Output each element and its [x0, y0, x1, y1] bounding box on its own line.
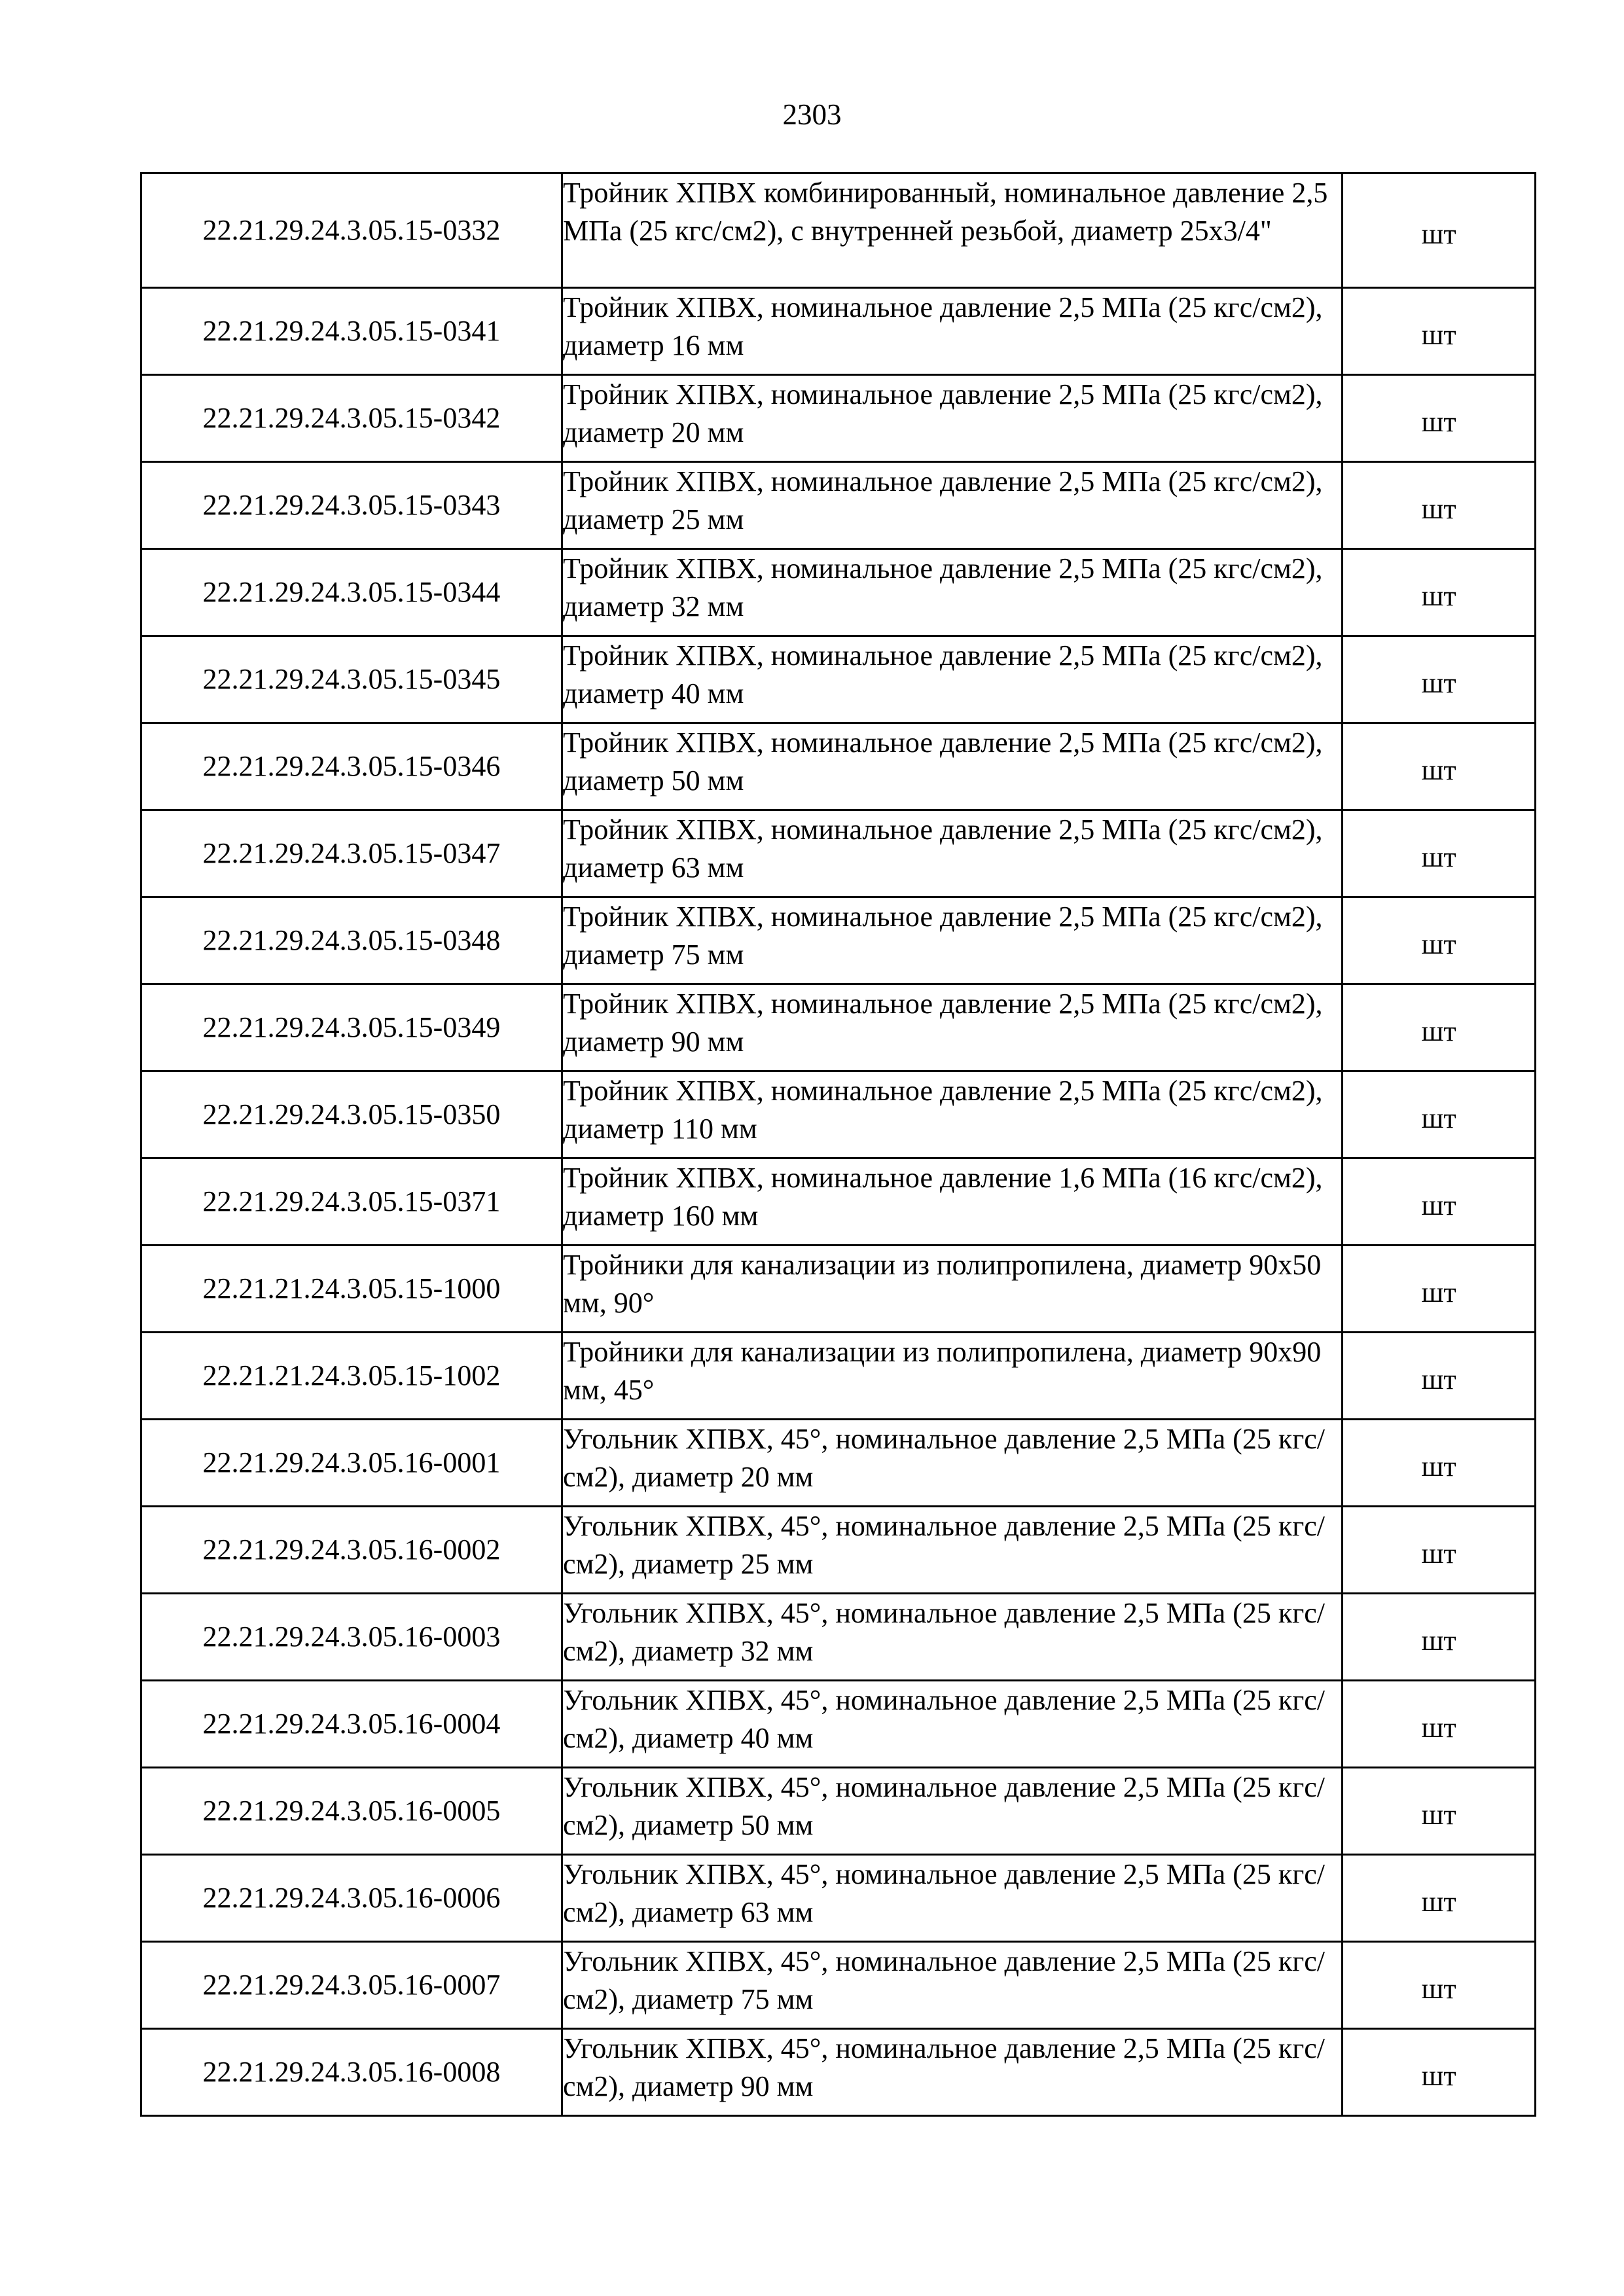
table-row [141, 1420, 1536, 1507]
materials-table [140, 172, 1536, 2117]
unit-label: шт [1421, 1363, 1456, 1395]
unit-label: шт [1421, 1973, 1456, 2005]
unit-cell [1343, 375, 1536, 462]
item-code-cell: 22.21.29.24.3.05.15-0347 [141, 810, 562, 897]
unit-label: шт [1421, 218, 1456, 250]
item-description-cell: Тройник ХПВХ, номинальное давление 2,5 МПа (25 кгс/см2), диаметр 63 мм [562, 810, 1343, 897]
item-code-cell: 22.21.29.24.3.05.15-0344 [141, 549, 562, 636]
item-code-cell: 22.21.29.24.3.05.16-0006 [141, 1855, 562, 1942]
item-description-cell: Угольник ХПВХ, 45°, номинальное давление 2,5 МПа (25 кгс/см2), диаметр 75 мм [562, 1942, 1343, 2029]
table-row [141, 1681, 1536, 1768]
unit-label: шт [1421, 754, 1456, 786]
item-description-cell: Угольник ХПВХ, 45°, номинальное давление 2,5 МПа (25 кгс/см2), диаметр 40 мм [562, 1681, 1343, 1768]
unit-cell [1343, 1942, 1536, 2029]
unit-label: шт [1421, 1537, 1456, 1570]
item-description-cell: Угольник ХПВХ, 45°, номинальное давление 2,5 МПа (25 кгс/см2), диаметр 63 мм [562, 1855, 1343, 1942]
unit-label: шт [1421, 1102, 1456, 1134]
table-row [141, 1768, 1536, 1855]
unit-label: шт [1421, 1015, 1456, 1047]
unit-label: шт [1421, 2060, 1456, 2092]
item-code-cell: 22.21.29.24.3.05.15-0350 [141, 1071, 562, 1158]
item-description-cell: Угольник ХПВХ, 45°, номинальное давление 2,5 МПа (25 кгс/см2), диаметр 90 мм [562, 2029, 1343, 2116]
item-code-cell: 22.21.29.24.3.05.16-0008 [141, 2029, 562, 2116]
unit-label: шт [1421, 1189, 1456, 1221]
item-code-cell: 22.21.29.24.3.05.15-0345 [141, 636, 562, 723]
item-description-cell: Угольник ХПВХ, 45°, номинальное давление 2,5 МПа (25 кгс/см2), диаметр 25 мм [562, 1507, 1343, 1594]
table-row [141, 288, 1536, 375]
unit-cell [1343, 2029, 1536, 2116]
item-description-cell: Тройники для канализации из полипропилена, диаметр 90x90 мм, 45° [562, 1333, 1343, 1420]
table-row [141, 2029, 1536, 2116]
item-description-cell: Угольник ХПВХ, 45°, номинальное давление 2,5 МПа (25 кгс/см2), диаметр 20 мм [562, 1420, 1343, 1507]
item-code-cell: 22.21.29.24.3.05.16-0001 [141, 1420, 562, 1507]
item-code-cell: 22.21.29.24.3.05.15-0343 [141, 462, 562, 549]
unit-cell [1343, 897, 1536, 984]
unit-cell [1343, 1681, 1536, 1768]
item-description-cell: Тройник ХПВХ, номинальное давление 2,5 МПа (25 кгс/см2), диаметр 40 мм [562, 636, 1343, 723]
unit-cell [1343, 173, 1536, 288]
table-row [141, 1594, 1536, 1681]
table-row [141, 636, 1536, 723]
unit-cell [1343, 723, 1536, 810]
item-description-cell: Угольник ХПВХ, 45°, номинальное давление 2,5 МПа (25 кгс/см2), диаметр 32 мм [562, 1594, 1343, 1681]
unit-cell [1343, 1158, 1536, 1246]
item-code-cell: 22.21.29.24.3.05.15-0371 [141, 1158, 562, 1246]
unit-cell [1343, 1768, 1536, 1855]
unit-cell [1343, 984, 1536, 1071]
table-row [141, 1942, 1536, 2029]
table-row [141, 984, 1536, 1071]
unit-cell [1343, 1507, 1536, 1594]
table-row [141, 810, 1536, 897]
item-description-cell: Тройник ХПВХ, номинальное давление 2,5 МПа (25 кгс/см2), диаметр 110 мм [562, 1071, 1343, 1158]
item-description-cell: Угольник ХПВХ, 45°, номинальное давление 2,5 МПа (25 кгс/см2), диаметр 50 мм [562, 1768, 1343, 1855]
unit-label: шт [1421, 406, 1456, 438]
item-code-cell: 22.21.21.24.3.05.15-1002 [141, 1333, 562, 1420]
item-code-cell: 22.21.29.24.3.05.15-0332 [141, 173, 562, 288]
unit-label: шт [1421, 1450, 1456, 1482]
table-row [141, 549, 1536, 636]
unit-label: шт [1421, 493, 1456, 525]
unit-cell [1343, 810, 1536, 897]
item-description-cell: Тройники для канализации из полипропилена, диаметр 90x50 мм, 90° [562, 1246, 1343, 1333]
item-code-cell: 22.21.29.24.3.05.16-0005 [141, 1768, 562, 1855]
item-code-cell: 22.21.29.24.3.05.16-0002 [141, 1507, 562, 1594]
unit-cell [1343, 1071, 1536, 1158]
item-description-cell: Тройник ХПВХ, номинальное давление 2,5 МПа (25 кгс/см2), диаметр 20 мм [562, 375, 1343, 462]
unit-cell [1343, 636, 1536, 723]
unit-cell [1343, 1333, 1536, 1420]
unit-cell [1343, 462, 1536, 549]
item-code-cell: 22.21.29.24.3.05.15-0342 [141, 375, 562, 462]
unit-label: шт [1421, 667, 1456, 699]
unit-label: шт [1421, 1799, 1456, 1831]
page-number: 2303 [782, 98, 842, 131]
table-row [141, 173, 1536, 288]
table-row [141, 723, 1536, 810]
unit-label: шт [1421, 580, 1456, 612]
unit-label: шт [1421, 928, 1456, 960]
item-description-cell: Тройник ХПВХ, номинальное давление 2,5 МПа (25 кгс/см2), диаметр 50 мм [562, 723, 1343, 810]
item-code-cell: 22.21.29.24.3.05.15-0346 [141, 723, 562, 810]
unit-label: шт [1421, 1624, 1456, 1657]
table-row [141, 1071, 1536, 1158]
unit-cell [1343, 1855, 1536, 1942]
table-row [141, 897, 1536, 984]
table-row [141, 1246, 1536, 1333]
table-row [141, 1855, 1536, 1942]
unit-label: шт [1421, 1276, 1456, 1308]
table-row [141, 1507, 1536, 1594]
item-description-cell: Тройник ХПВХ комбинированный, номинальное давление 2,5 МПа (25 кгс/см2), с внутренней резьбой, диаметр 25x3/4" [562, 173, 1343, 288]
unit-label: шт [1421, 319, 1456, 351]
table-row [141, 1333, 1536, 1420]
unit-label: шт [1421, 1712, 1456, 1744]
unit-cell [1343, 549, 1536, 636]
item-description-cell: Тройник ХПВХ, номинальное давление 1,6 МПа (16 кгс/см2), диаметр 160 мм [562, 1158, 1343, 1246]
unit-cell [1343, 288, 1536, 375]
item-code-cell: 22.21.29.24.3.05.16-0003 [141, 1594, 562, 1681]
table-row [141, 462, 1536, 549]
item-code-cell: 22.21.29.24.3.05.16-0004 [141, 1681, 562, 1768]
item-code-cell: 22.21.29.24.3.05.15-0349 [141, 984, 562, 1071]
table-row [141, 1158, 1536, 1246]
unit-label: шт [1421, 1886, 1456, 1918]
unit-label: шт [1421, 841, 1456, 873]
item-description-cell: Тройник ХПВХ, номинальное давление 2,5 МПа (25 кгс/см2), диаметр 25 мм [562, 462, 1343, 549]
item-code-cell: 22.21.29.24.3.05.15-0348 [141, 897, 562, 984]
table-row [141, 375, 1536, 462]
item-description-cell: Тройник ХПВХ, номинальное давление 2,5 МПа (25 кгс/см2), диаметр 16 мм [562, 288, 1343, 375]
unit-cell [1343, 1420, 1536, 1507]
unit-cell [1343, 1246, 1536, 1333]
item-code-cell: 22.21.29.24.3.05.16-0007 [141, 1942, 562, 2029]
item-description-cell: Тройник ХПВХ, номинальное давление 2,5 МПа (25 кгс/см2), диаметр 75 мм [562, 897, 1343, 984]
unit-cell [1343, 1594, 1536, 1681]
item-code-cell: 22.21.29.24.3.05.15-0341 [141, 288, 562, 375]
item-description-cell: Тройник ХПВХ, номинальное давление 2,5 МПа (25 кгс/см2), диаметр 90 мм [562, 984, 1343, 1071]
item-code-cell: 22.21.21.24.3.05.15-1000 [141, 1246, 562, 1333]
item-description-cell: Тройник ХПВХ, номинальное давление 2,5 МПа (25 кгс/см2), диаметр 32 мм [562, 549, 1343, 636]
